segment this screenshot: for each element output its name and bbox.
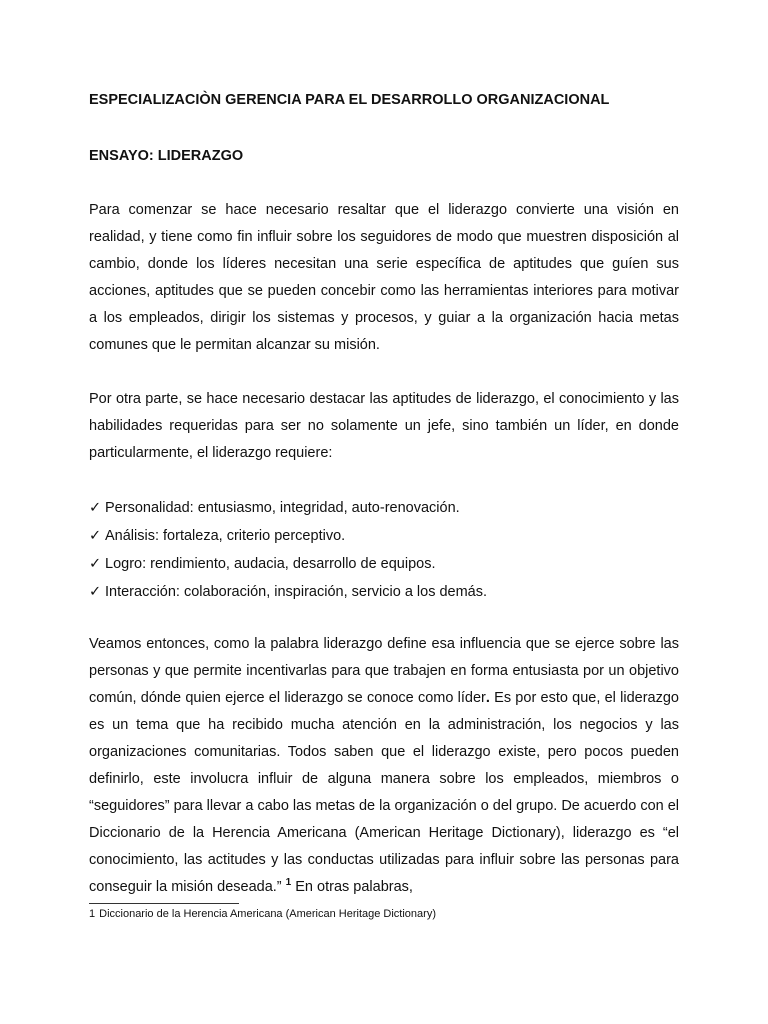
footnote-text: Diccionario de la Herencia Americana (American Heritage Dictionary) <box>99 908 436 920</box>
check-icon: ✓ <box>89 500 102 516</box>
paragraph-definition <box>89 631 679 901</box>
essay-heading: ENSAYO: LIDERAZGO <box>89 148 244 164</box>
check-icon: ✓ <box>89 556 102 572</box>
document-body <box>89 90 679 901</box>
list-item-text: Análisis: fortaleza, criterio perceptivo. <box>105 528 346 544</box>
aptitudes-checklist <box>89 494 679 606</box>
document-title: ESPECIALIZACIÒN GERENCIA PARA EL DESARROLLO ORGANIZACIONAL <box>89 92 610 108</box>
paragraph-aptitudes: Por otra parte, se hace necesario destacar las aptitudes de liderazgo, el conocimiento y las habilidades requeridas para ser no solamente un jefe, sino también un líder, en donde particularmente, el liderazgo requiere: <box>89 391 679 461</box>
list-item-text: Personalidad: entusiasmo, integridad, auto-renovación. <box>105 500 460 516</box>
paragraph-intro: Para comenzar se hace necesario resaltar que el liderazgo convierte una visión en realidad, y tiene como fin influir sobre los seguidores de modo que muestren disposición al cambio, donde los líderes necesitan una serie específica de aptitudes que guíen sus acciones, aptitudes que se pueden concebir como las herramientas interiores para motivar a los empleados, dirigir los sistemas y procesos, y guiar a la organización hacia metas comunes que le permitan alcanzar su misión. <box>89 202 679 353</box>
paragraph-definition-part3: En otras palabras, <box>291 879 413 895</box>
paragraph-definition-part2: Es por esto que, el liderazgo es un tema que ha recibido mucha atención en la administración, los negocios y las organizaciones comunitarias. Todos saben que el liderazgo existe, pero pocos pueden definirlo, este involucra influir de alguna manera sobre los empleados, miembros o “seguidores” para llevar a cabo las metas de la organización o del grupo. De acuerdo con el Diccionario de la Herencia Americana (American Heritage Dictionary), liderazgo es “el conocimiento, las actitudes y las conductas utilizadas para influir sobre las personas para conseguir la misión deseada.” <box>89 690 680 895</box>
list-item <box>89 522 679 550</box>
footnote-divider <box>89 903 239 904</box>
list-item <box>89 578 679 606</box>
check-icon: ✓ <box>89 584 102 600</box>
paragraph-definition-part1: Veamos entonces, como la palabra liderazgo define esa influencia que se ejerce sobre las personas y que permite incentivarlas para que trabajen en forma entusiasta por un objetivo común, dónde quien ejerce el liderazgo se conoce como líder <box>89 636 679 706</box>
footnote-number: 1 <box>89 908 96 920</box>
list-item <box>89 550 679 578</box>
footnote-reference[interactable]: 1 <box>285 877 292 889</box>
footnote <box>89 907 436 921</box>
list-item-text: Logro: rendimiento, audacia, desarrollo de equipos. <box>105 556 436 572</box>
list-item <box>89 494 679 522</box>
bold-period: . <box>485 690 490 706</box>
list-item-text: Interacción: colaboración, inspiración, servicio a los demás. <box>105 584 488 600</box>
check-icon: ✓ <box>89 528 102 544</box>
